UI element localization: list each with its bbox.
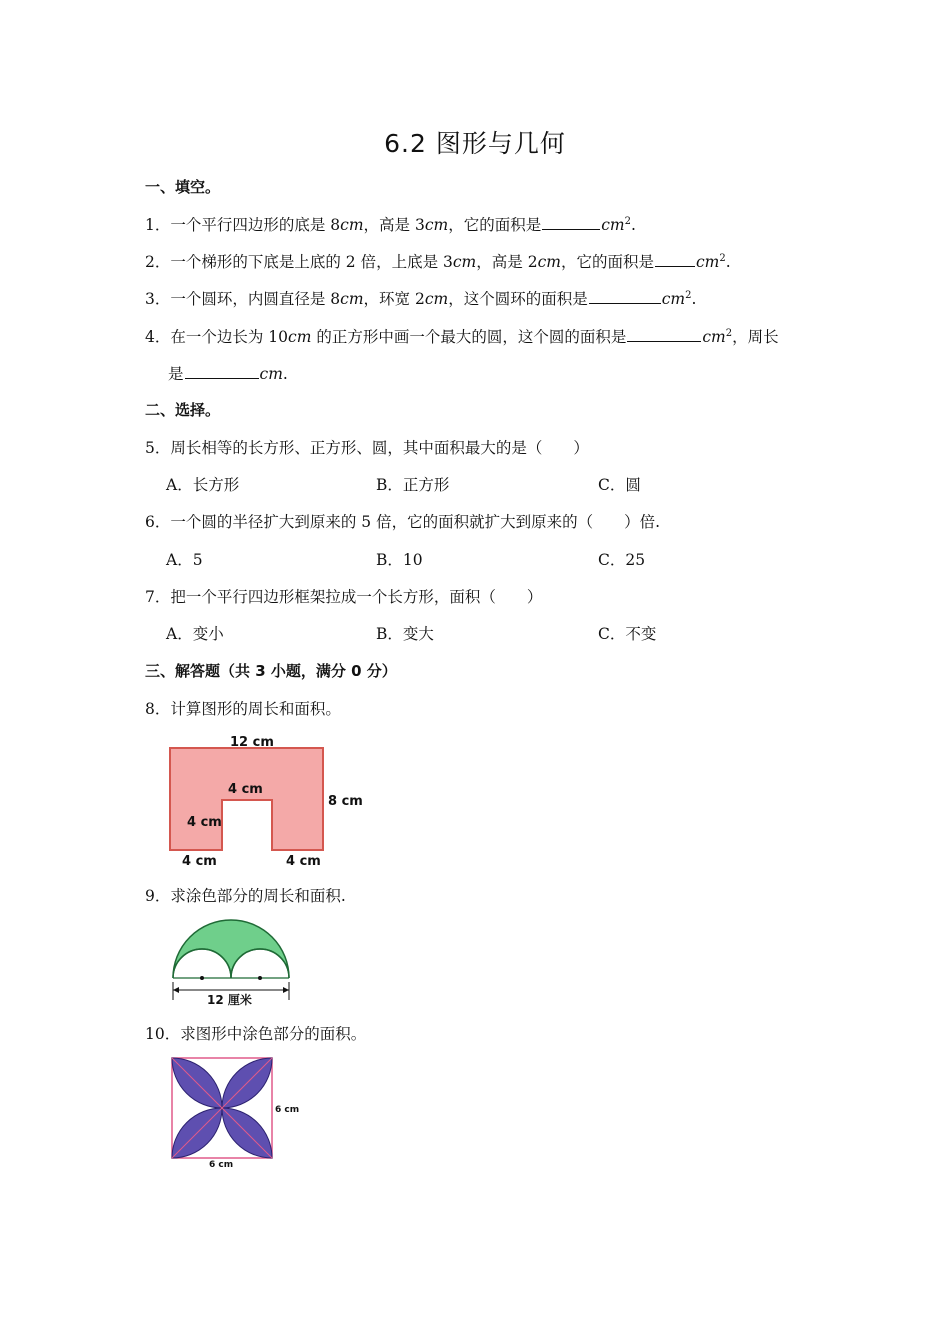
label-diameter: 12 厘米 [207,993,252,1007]
label-side-bottom: 6 cm [209,1160,234,1170]
option-a[interactable]: A．变小 [166,625,224,643]
option-c[interactable]: C．圆 [598,476,641,494]
option-c[interactable]: C．25 [598,551,646,569]
section-choice-heading: 二、选择。 [145,401,221,419]
u-shape [170,748,323,850]
label-top: 12 cm [230,735,274,750]
section-fill-in-heading: 一、填空。 [145,178,221,196]
question-10: 10．求图形中涂色部分的面积。 [145,1025,367,1043]
question-9: 9．求涂色部分的周长和面积. [145,887,346,905]
answer-blank[interactable] [185,364,259,379]
label-bottom-right: 4 cm [286,854,321,869]
answer-blank[interactable] [542,215,600,230]
question-6: 6．一个圆的半径扩大到原来的 5 倍，它的面积就扩大到原来的（ ）倍. [145,513,661,531]
semicircle-figure [165,912,300,1007]
label-inner-top: 4 cm [228,782,263,797]
question-1: 1．一个平行四边形的底是 8cm，高是 3cm，它的面积是 $cm^2$. [145,215,636,234]
label-inner-left: 4 cm [187,815,222,830]
option-b[interactable]: B．变大 [376,625,434,643]
question-4-continued: 是 cm. [168,365,288,383]
answer-blank[interactable] [627,327,701,342]
question-3: 3．一个圆环，内圆直径是 8cm，环宽 2cm，这个圆环的面积是 $cm^2$. [145,289,697,308]
option-a[interactable]: A．5 [166,551,203,569]
answer-blank[interactable] [655,252,695,267]
u-shape-figure [160,728,375,873]
label-bottom-left: 4 cm [182,854,217,869]
option-c[interactable]: C．不变 [598,625,657,643]
question-8: 8．计算图形的周长和面积。 [145,700,341,718]
answer-blank[interactable] [589,289,661,304]
label-side-right: 6 cm [275,1105,300,1115]
option-b[interactable]: B．正方形 [376,476,450,494]
section-solve-heading: 三、解答题（共 3 小题，满分 0 分） [145,662,397,680]
question-7: 7．把一个平行四边形框架拉成一个长方形，面积（ ） [145,588,543,606]
shaded-region [173,920,289,978]
question-5: 5．周长相等的长方形、正方形、圆，其中面积最大的是（ ） [145,439,589,457]
label-right: 8 cm [328,794,363,809]
option-b[interactable]: B．10 [376,551,423,569]
leaf-square-figure [162,1052,302,1170]
question-2: 2．一个梯形的下底是上底的 2 倍，上底是 3cm，高是 2cm，它的面积是 $cm^2$. [145,252,731,271]
option-a[interactable]: A．长方形 [166,476,240,494]
page-title: 6.2 图形与几何 [384,129,566,158]
question-4: 4．在一个边长为 10cm 的正方形中画一个最大的圆，这个圆的面积是 $cm^2$，周长 [145,327,779,346]
